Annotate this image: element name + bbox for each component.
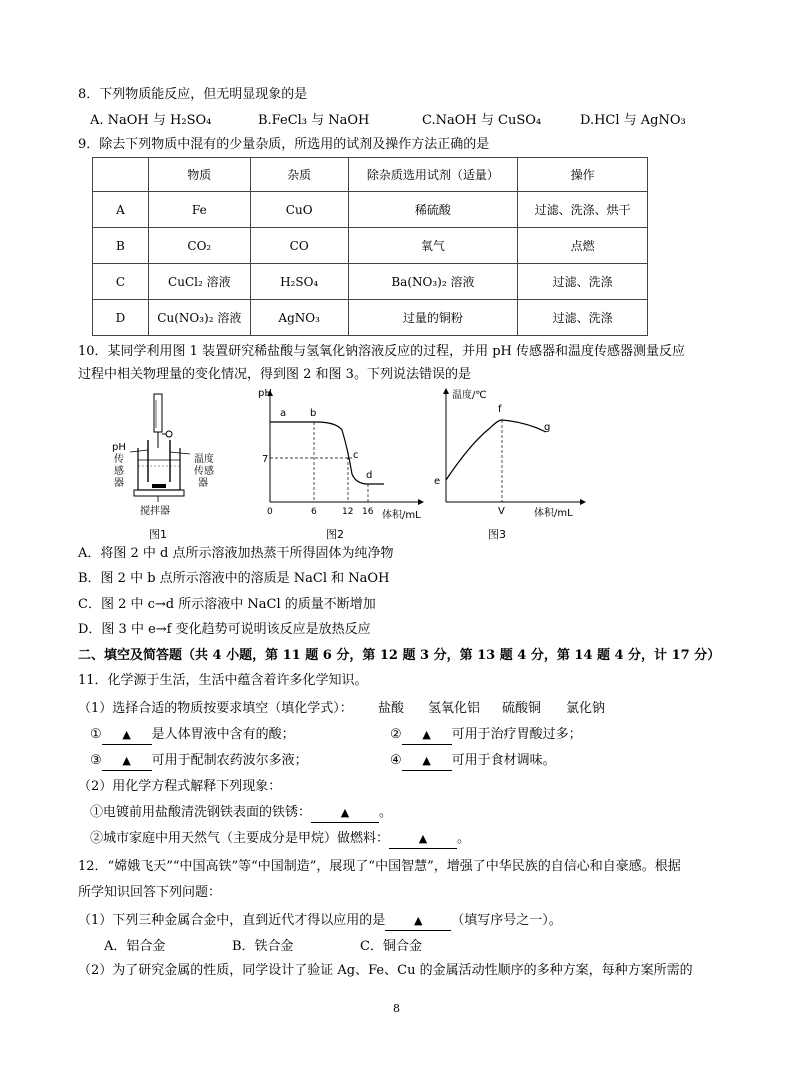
q11-blank-4 [390,752,556,771]
table-cell: Cu(NO₃)₂ 溶液 [148,300,250,336]
period: 。 [457,831,471,846]
fig2-point-label: c [353,450,359,461]
q8-option-a: A. NaOH 与 H₂SO₄ [90,113,212,128]
blank-text: 是人体胃液中含有的酸； [151,727,295,742]
fig3-ylabel: 温度/℃ [452,390,487,401]
table-header-cell [93,158,149,192]
table-cell: Ba(NO₃)₂ 溶液 [348,264,518,300]
q9-stem: 9．除去下列物质中混有的少量杂质，所选用的试剂及操作方法正确的是 [78,137,490,152]
blank-text: 可用于食材调味。 [451,753,556,768]
table-cell: 过滤、洗涤、烘干 [518,192,648,228]
table-cell: C [93,264,149,300]
answer-blank[interactable]: ▲ [102,752,152,771]
table-row [93,228,648,264]
fig2-xtick: 6 [311,507,317,517]
q11-blank-1 [90,726,295,745]
table-header-cell: 除杂质选用试剂（适量） [348,158,518,192]
q10-option-a: A．将图 2 中 d 点所示溶液加热蒸干所得固体为纯净物 [78,546,394,561]
answer-blank[interactable]: ▲ [102,726,152,745]
table-row [93,192,648,228]
blank-number: ① [90,727,102,742]
table-cell: D [93,300,149,336]
table-header-cell: 物质 [148,158,250,192]
table-header-cell: 操作 [518,158,648,192]
stirrer-label: 搅拌器 [140,506,170,517]
q11-substance: 氢氧化铝 [428,701,481,716]
fig2-xtick: 0 [267,507,273,517]
q12-part2: （2）为了研究金属的性质，同学设计了验证 Ag、Fe、Cu 的金属活动性顺序的多种方案，每种方案所需的 [78,963,693,978]
table-cell: 稀硫酸 [348,192,518,228]
fig3-xtick: V [498,506,505,517]
fig2-xlabel: 体积/mL [382,510,421,521]
table-row [93,264,648,300]
ph-sensor-label: 器 [114,478,124,489]
q11-substance: 硫酸铜 [502,701,542,716]
table-header-cell: 杂质 [250,158,348,192]
q12-stem-line2: 所学知识回答下列问题： [78,885,222,900]
blank-number: ② [390,727,402,742]
ph-sensor-label: 传 [114,454,124,465]
ph-sensor-label: 感 [114,466,124,477]
table-cell: A [93,192,149,228]
q10-stem-line2: 过程中相关物理量的变化情况，得到图 2 和图 3。下列说法错误的是 [78,367,471,382]
table-cell: 过滤、洗涤 [518,300,648,336]
q11-equation-2 [90,830,470,849]
temp-sensor-label: 温度 [194,454,214,465]
q11-part1-text: （1）选择合适的物质按要求填空（填化学式）： [78,701,353,716]
temp-sensor-label: 器 [198,478,208,489]
q8-option-c: C.NaOH 与 CuSO₄ [422,113,542,128]
q12-part1-text: （1）下列三种金属合金中，直到近代才得以应用的是 [78,913,386,928]
equation-prompt: ①电镀前用盐酸清洗钢铁表面的铁锈： [90,805,312,820]
q8-option-d: D.HCl 与 AgNO₃ [580,113,686,128]
page-number: 8 [393,1002,400,1015]
q12-part1-tail: （填写序号之一）。 [451,913,562,928]
figure-3-temperature-chart [430,384,590,522]
table-cell: 氧气 [348,228,518,264]
q12-stem-line1: 12．“嫦娥飞天”“中国高铁”等“中国制造”，展现了“中国智慧”，增强了中华民族的自信心和自豪感。根据 [78,859,681,874]
fig3-point-label: f [498,404,502,415]
blank-text: 可用于配制农药波尔多液； [151,753,308,768]
q8-option-b: B.FeCl₃ 与 NaOH [258,113,370,128]
table-row [93,300,648,336]
answer-blank[interactable]: ▲ [311,804,379,823]
table-cell: CO [250,228,348,264]
table-header-row [93,158,648,192]
q8-stem: 8．下列物质能反应，但无明显现象的是 [78,87,308,102]
answer-blank[interactable]: ▲ [402,752,452,771]
fig2-ytick: 7 [262,454,269,465]
table-cell: Fe [148,192,250,228]
blank-number: ④ [390,753,402,768]
period: 。 [379,805,393,820]
table-cell: CuO [250,192,348,228]
table-cell: CO₂ [148,228,250,264]
q12-part1 [78,912,562,931]
equation-prompt: ②城市家庭中用天然气（主要成分是甲烷）做燃料： [90,831,390,846]
table-cell: 点燃 [518,228,648,264]
blank-text: 可用于治疗胃酸过多； [451,727,582,742]
q12-option-a: A．铝合金 [104,939,166,954]
ph-sensor-label: pH [112,442,126,453]
fig2-xtick: 16 [362,507,374,517]
figure-2-caption: 图2 [326,528,344,541]
blank-number: ③ [90,753,102,768]
q11-blank-3 [90,752,308,771]
answer-blank[interactable]: ▲ [402,726,452,745]
q11-substance: 盐酸 [378,701,405,716]
temperature-curve [446,420,546,480]
q10-stem-line1: 10．某同学利用图 1 装置研究稀盐酸与氢氧化钠溶液反应的过程，并用 pH 传感器和温度传感器测量反应 [78,344,686,359]
temp-sensor-label: 传感 [194,466,214,477]
q11-equation-1 [90,804,392,823]
q12-option-b: B．铁合金 [232,939,294,954]
table-cell: AgNO₃ [250,300,348,336]
table-cell: CuCl₂ 溶液 [148,264,250,300]
figure-2-ph-chart [256,386,426,522]
fig3-point-label: g [544,422,551,433]
fig3-xlabel: 体积/mL [534,508,573,519]
fig2-point-label: b [310,408,317,419]
q11-substance: 氯化钠 [566,701,606,716]
figure-1-apparatus [108,390,228,520]
fig2-point-label: a [280,408,287,419]
table-cell: 过滤、洗涤 [518,264,648,300]
q12-option-c: C．铜合金 [360,939,422,954]
fig2-point-label: d [366,470,373,481]
figure-3-caption: 图3 [488,528,506,541]
q11-part1 [78,700,353,718]
answer-blank[interactable]: ▲ [389,830,457,849]
fig3-point-label: e [434,476,441,487]
fig2-ylabel: pH [258,388,272,399]
q10-option-b: B．图 2 中 b 点所示溶液中的溶质是 NaCl 和 NaOH [78,571,390,586]
q11-stem: 11．化学源于生活，生活中蕴含着许多化学知识。 [78,673,368,688]
q9-table [92,157,648,336]
figure-1-caption: 图1 [149,528,167,541]
table-cell: 过量的铜粉 [348,300,518,336]
q10-option-c: C．图 2 中 c→d 所示溶液中 NaCl 的质量不断增加 [78,597,376,612]
section-2-title: 二、填空及简答题（共 4 小题，第 11 题 6 分，第 12 题 3 分，第 13 题 4 分，第 14 题 4 分，计 17 分） [78,648,721,663]
answer-blank[interactable]: ▲ [385,912,451,931]
table-cell: B [93,228,149,264]
q11-blank-2 [390,726,582,745]
q11-part2: （2）用化学方程式解释下列现象： [78,779,282,794]
fig2-xtick: 12 [342,507,354,517]
table-cell: H₂SO₄ [250,264,348,300]
q10-option-d: D．图 3 中 e→f 变化趋势可说明该反应是放热反应 [78,622,371,637]
